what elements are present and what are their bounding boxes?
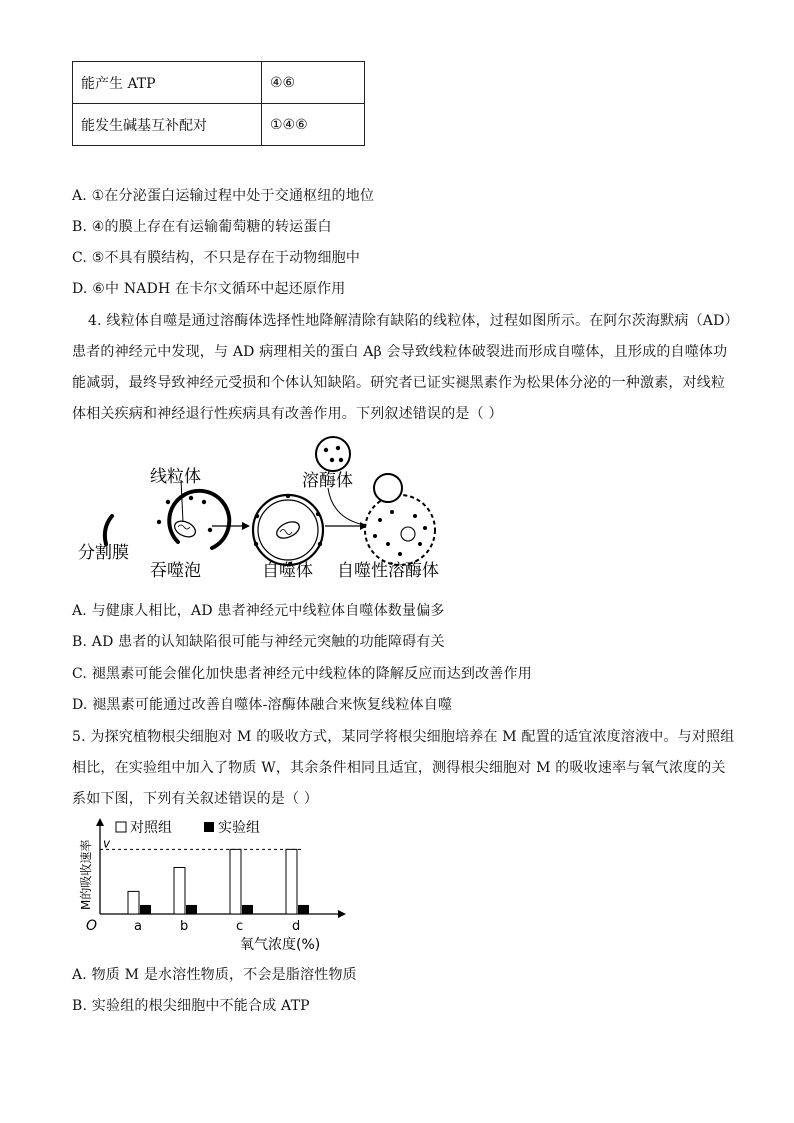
legend-swatch-experiment <box>204 822 214 832</box>
label-mito: 线粒体 <box>150 467 201 487</box>
phagophore <box>169 491 229 548</box>
isolation-membrane <box>105 516 112 544</box>
table-row <box>73 104 365 146</box>
table-cell-value: ④⑥ <box>262 62 365 104</box>
x-tick-label: a <box>134 919 142 934</box>
q4-option-b: B. AD 患者的认知缺陷很可能与神经元突触的功能障碍有关 <box>72 634 445 650</box>
bar-experiment <box>140 905 151 914</box>
table-cell-label: 能产生 ATP <box>73 62 262 104</box>
q5-stem-line: 系如下图，下列有关叙述错误的是（ ） <box>72 791 319 807</box>
origin-label: O <box>86 918 98 934</box>
bar-experiment <box>186 905 197 914</box>
q5-stem-line: 5. 为探究植物根尖细胞对 M 的吸收方式，某同学将根尖细胞培养在 M 配置的适宜浓度溶液中。与对照组 <box>72 729 735 745</box>
bar-control <box>286 849 297 914</box>
q4-option-a: A. 与健康人相比，AD 患者神经元中线粒体自噬体数量偏多 <box>72 603 445 619</box>
y-marker-label: v <box>103 836 111 851</box>
q4-option-c: C. 褪黑素可能会催化加快患者神经元中线粒体的降解反应而达到改善作用 <box>72 666 532 682</box>
q5-stem-line: 相比，在实验组中加入了物质 W，其余条件相同且适宜，测得根尖细胞对 M 的吸收速率与氧气浓度的关 <box>72 760 726 776</box>
mitophagy-diagram <box>70 436 470 584</box>
bar-control <box>128 891 139 914</box>
legend-label-control: 对照组 <box>130 820 172 836</box>
x-tick-label: c <box>236 919 244 934</box>
legend-label-experiment: 实验组 <box>218 820 260 836</box>
q4-stem-line: 体相关疾病和神经退行性疾病具有改善作用。下列叙述错误的是（ ） <box>72 406 503 422</box>
q4-stem-line: 4. 线粒体自噬是通过溶酶体选择性地降解清除有缺陷的线粒体，过程如图所示。在阿尔茨海默病（AD） <box>88 313 739 329</box>
label-membrane: 分割膜 <box>78 543 129 563</box>
table-cell-label: 能发生碱基互补配对 <box>73 104 262 146</box>
q4-stem-line: 能减弱，最终导致神经元受损和个体认知缺陷。研究者已证实褪黑素作为松果体分泌的一种激素，对线粒 <box>72 375 726 391</box>
q3-option-c: C. ⑤不具有膜结构，不只是存在于动物细胞中 <box>72 250 361 266</box>
bar-control <box>230 849 241 914</box>
label-autophagosome: 自噬体 <box>262 561 313 581</box>
q3-option-d: D. ⑥中 NADH 在卡尔文循环中起还原作用 <box>72 281 346 297</box>
q5-option-a: A. 物质 M 是水溶性物质，不会是脂溶性物质 <box>72 967 357 983</box>
q4-stem-line: 患者的神经元中发现，与 AD 病理相关的蛋白 Aβ 会导致线粒体破裂进而形成自噬体，且形成的自噬体功 <box>72 344 728 360</box>
q3-option-a: A. ①在分泌蛋白运输过程中处于交通枢纽的地位 <box>72 188 375 204</box>
lysosome <box>316 437 350 471</box>
bar-experiment <box>298 905 309 914</box>
organelle-table <box>72 61 365 146</box>
x-tick-label: d <box>292 919 301 934</box>
y-axis-arrow <box>96 818 104 826</box>
label-phago: 吞噬泡 <box>150 561 201 581</box>
y-axis-label: M的吸收速率 <box>79 839 93 910</box>
q3-option-b: B. ④的膜上存在有运输葡萄糖的转运蛋白 <box>72 219 332 235</box>
table-row <box>73 62 365 104</box>
x-axis-arrow <box>338 910 346 918</box>
x-axis-label: 氧气浓度(%) <box>240 937 321 953</box>
bar-control <box>174 867 185 914</box>
label-lyso: 溶酶体 <box>302 471 353 491</box>
absorption-chart <box>70 814 360 954</box>
q4-option-d: D. 褪黑素可能通过改善自噬体-溶酶体融合来恢复线粒体自噬 <box>72 697 453 713</box>
legend-swatch-control <box>116 822 126 832</box>
x-tick-label: b <box>180 919 189 934</box>
q5-option-b: B. 实验组的根尖细胞中不能合成 ATP <box>72 998 310 1014</box>
bar-experiment <box>242 905 253 914</box>
label-autolysosome: 自噬性溶酶体 <box>337 561 439 581</box>
table-cell-value: ①④⑥ <box>262 104 365 146</box>
